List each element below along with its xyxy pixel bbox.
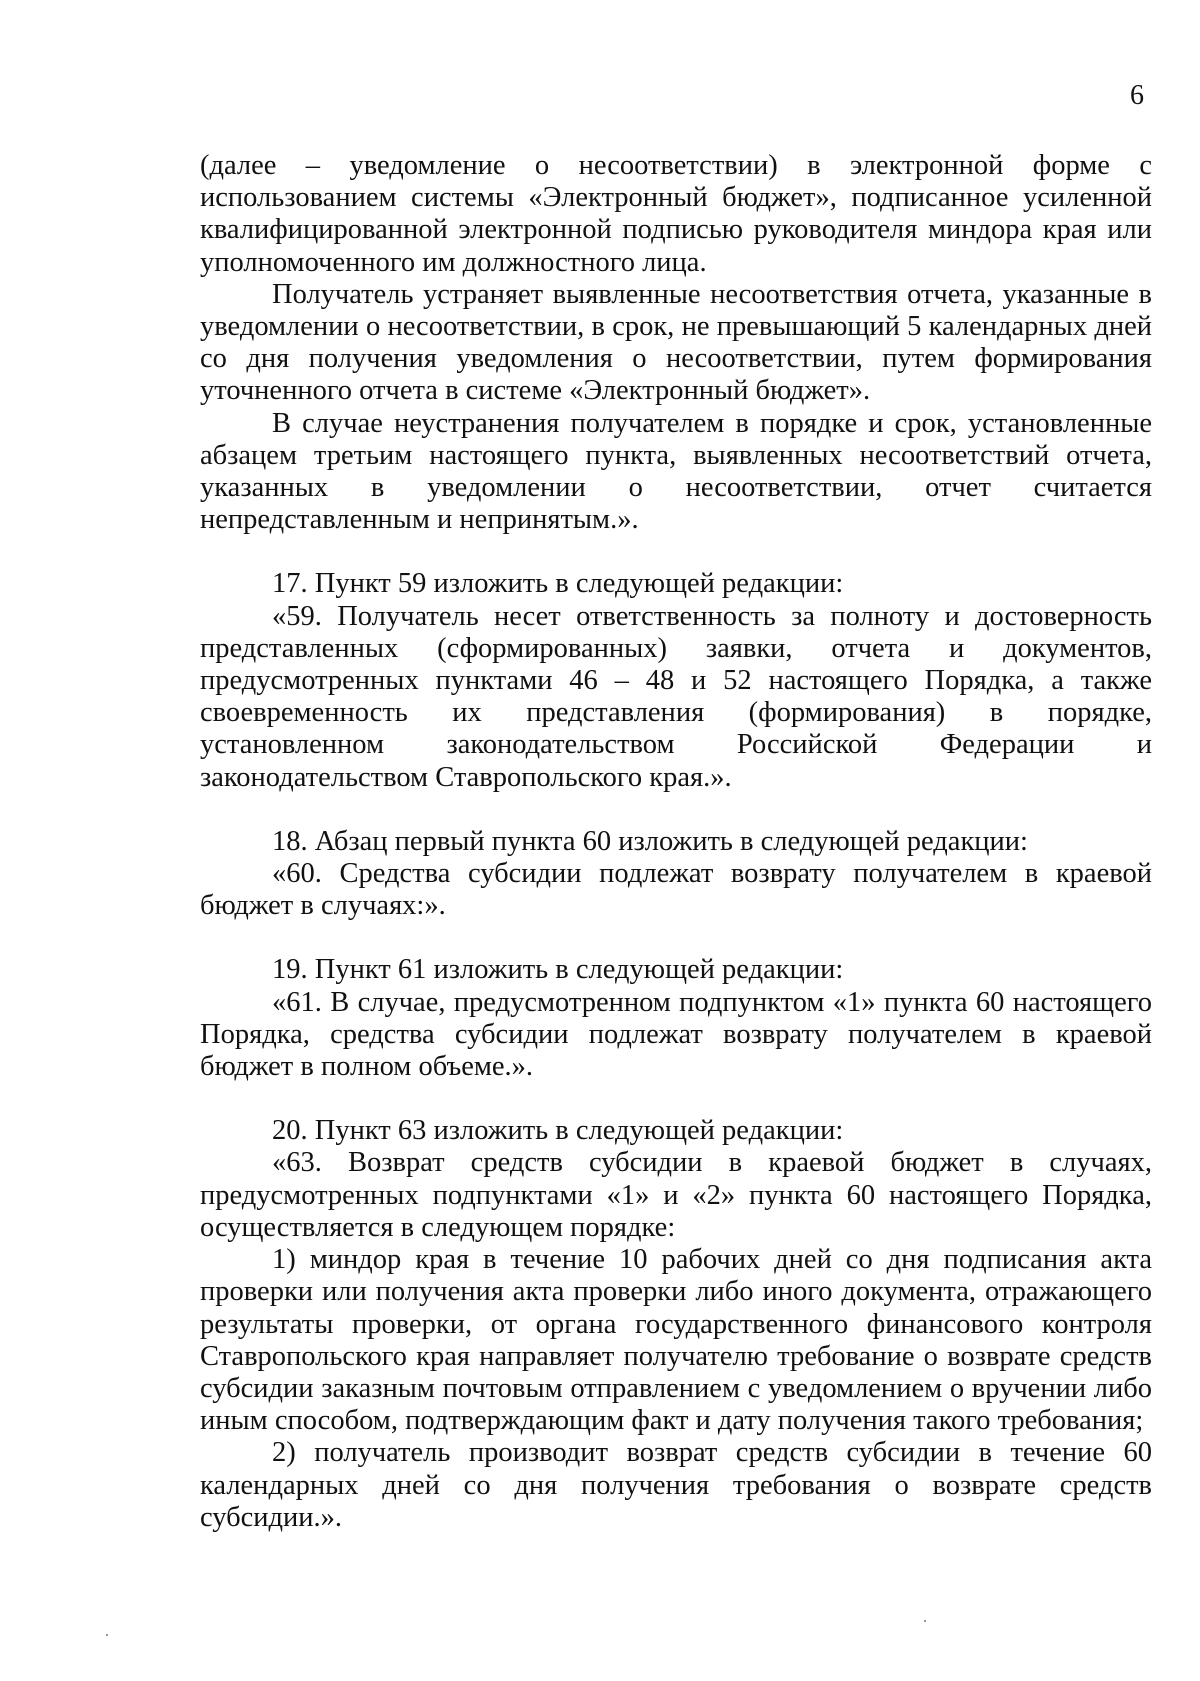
paragraph-item-63: «63. Возврат средств субсидии в краевой бюджет в случаях, предусмотренных подпунктами «1» и «2» пункта 60 настоящего Порядка, осуществляется в следующем порядке: — [200, 1147, 1152, 1243]
paragraph-recipient-corrects: Получатель устраняет выявленные несоответствия отчета, указанные в уведомлении о несоответствии, в срок, не превышающий 5 календарных дней со дня получения уведомления о несоответствии, путем формирования уточненного отчета в системе «Электронный бюджет». — [200, 278, 1152, 407]
paragraph-subitem-1: 1) миндор края в течение 10 рабочих дней со дня подписания акта проверки или получения акта проверки либо иного документа, отражающего результаты проверки, от органа государственного финансового контроля Ставропольского края направляет получателю требование о возврате средств субсидии заказным почтовым отправлением с уведомлением о вручении либо иным способом, подтверждающим факт и дату получения такого требования; — [200, 1244, 1152, 1437]
scan-speck — [106, 1634, 108, 1636]
paragraph-item-59: «59. Получатель несет ответственность за полноту и достоверность представленных (сформированных) заявки, отчета и документов, предусмотренных пунктами 46 – 48 и 52 настоящего Порядка, а также своевременность их представления (формирования) в порядке, установленном законодательством Российской Федерации и законодательством Ставропольского края.». — [200, 600, 1152, 793]
document-body — [200, 150, 1152, 1534]
paragraph-item-61: «61. В случае, предусмотренном подпунктом «1» пункта 60 настоящего Порядка, средства субсидии подлежат возврату получателем в краевой бюджет в полном объеме.». — [200, 986, 1152, 1083]
scan-speck — [924, 1620, 926, 1622]
heading-item-18: 18. Абзац первый пункта 60 изложить в следующей редакции: — [272, 825, 1028, 857]
paragraph-notice-continuation: (далее – уведомление о несоответствии) в электронной форме с использованием системы «Электронный бюджет», подписанное усиленной квалифицированной электронной подписью руководителя миндора края или уполномоченного им должностного лица. — [200, 150, 1152, 278]
paragraph-non-correction: В случае неустранения получателем в порядке и срок, установленные абзацем третьим настоящего пункта, выявленных несоответствий отчета, указанных в уведомлении о несоответствии, отчет считается непредставленным и непринятым.». — [200, 407, 1152, 536]
heading-item-20: 20. Пункт 63 изложить в следующей редакции: — [272, 1115, 844, 1147]
paragraph-item-60: «60. Средства субсидии подлежат возврату получателем в краевой бюджет в случаях:». — [200, 858, 1152, 922]
page-number: 6 — [1130, 80, 1144, 111]
paragraph-subitem-2: 2) получатель производит возврат средств субсидии в течение 60 календарных дней со дня получения требования о возврате средств субсидии.». — [200, 1437, 1152, 1533]
heading-item-17: 17. Пункт 59 изложить в следующей редакции: — [272, 568, 844, 600]
heading-item-19: 19. Пункт 61 изложить в следующей редакции: — [272, 954, 844, 986]
